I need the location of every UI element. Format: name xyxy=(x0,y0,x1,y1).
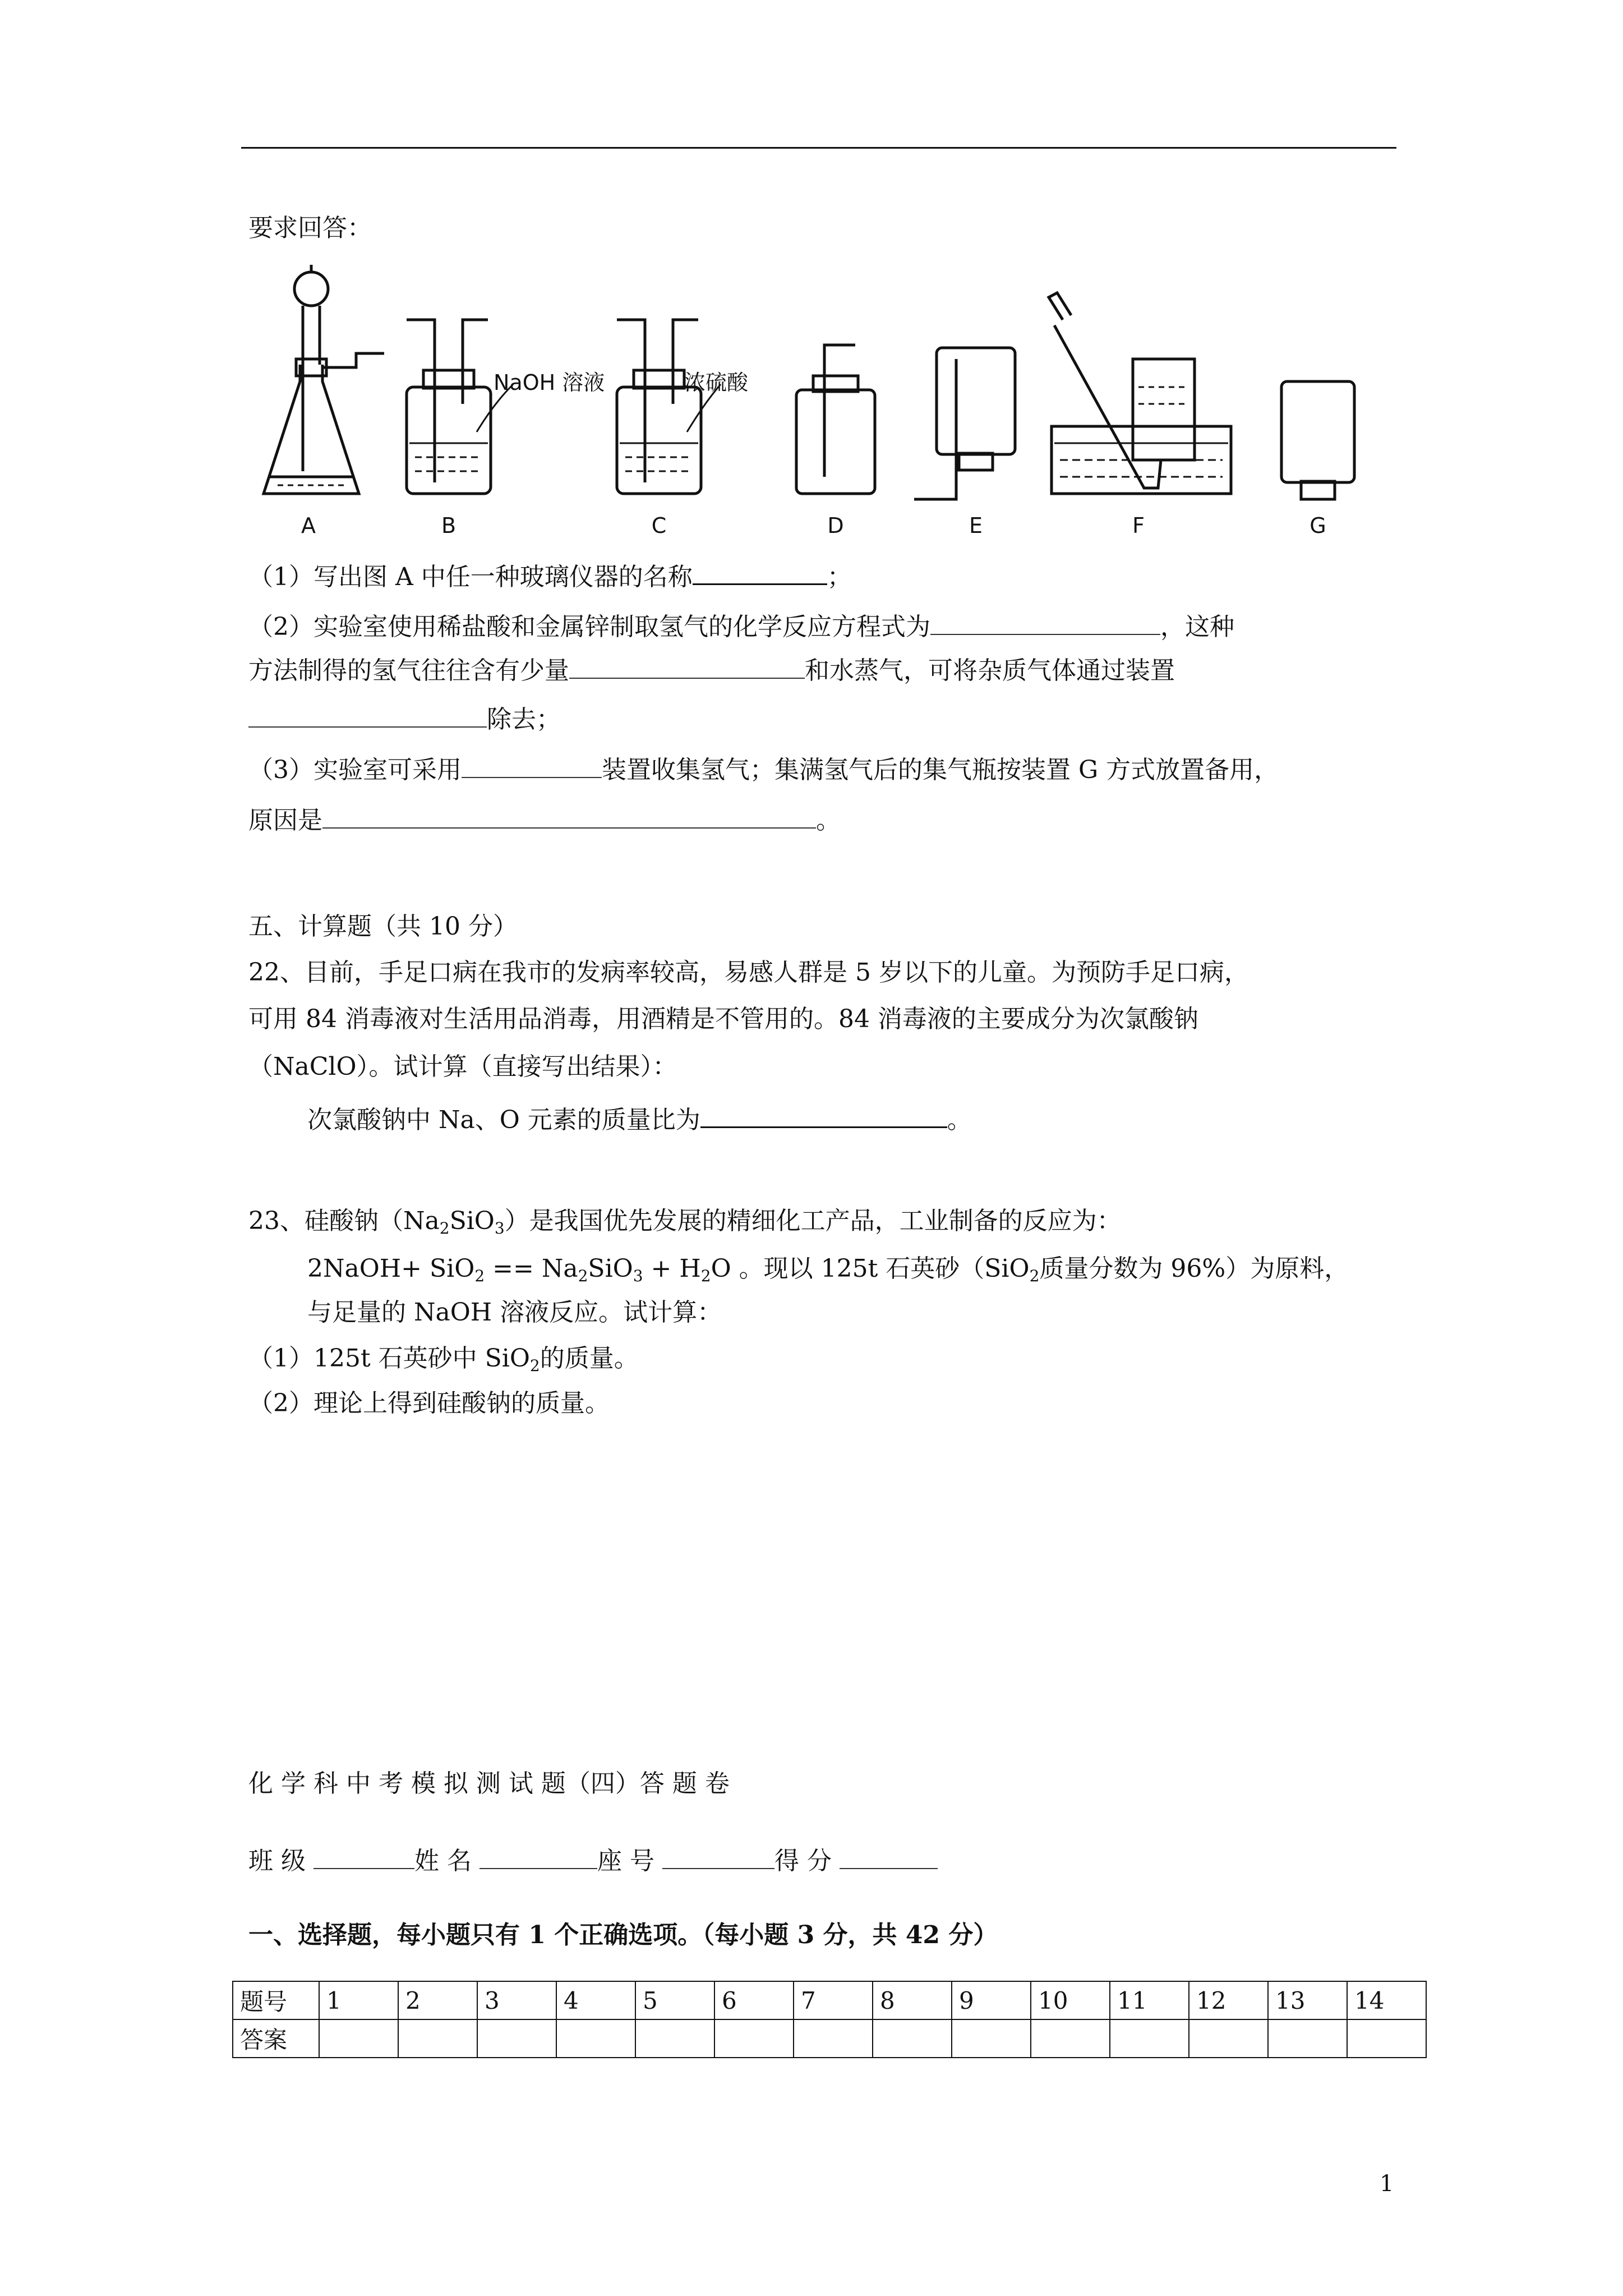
apparatus-d xyxy=(796,345,875,494)
name-field[interactable] xyxy=(479,1846,597,1869)
question-number: 2 xyxy=(398,1981,477,2019)
q22-question-text: 次氯酸钠中 Na、O 元素的质量比为 xyxy=(307,1106,700,1134)
question-number: 6 xyxy=(714,1981,794,2019)
q21-p2-blank-equation[interactable] xyxy=(930,611,1160,635)
question-number: 10 xyxy=(1031,1981,1110,2019)
q21-p2-suffix: ，这种 xyxy=(1160,613,1234,641)
section1-title: 一、选择题，每小题只有 1 个正确选项。（每小题 3 分，共 42 分） xyxy=(248,1921,998,1949)
question-number: 1 xyxy=(319,1981,398,2019)
question-number-row xyxy=(233,1981,1426,2019)
score-field[interactable] xyxy=(840,1846,938,1869)
q21-p3-suffix: 装置收集氢气；集满氢气后的集气瓶按装置 G 方式放置备用， xyxy=(602,756,1279,784)
q21-p3-line2-text: 原因是 xyxy=(248,806,322,835)
answer-cell[interactable] xyxy=(1189,2019,1268,2058)
q21-part3-line2 xyxy=(248,805,841,833)
seat-label: 座 号 xyxy=(597,1847,654,1875)
apparatus-a xyxy=(264,265,384,494)
question-number: 7 xyxy=(794,1981,873,2019)
q21-p2-line3-suffix: 除去； xyxy=(487,705,561,734)
fig-label-a: A xyxy=(301,513,316,538)
q23-line2-equation: 2NaOH+ $SiO_2 == Na_2SiO_3 + H_2O$ 。现以 125t 石英砂（SiO$_2$质量分数为 96%）为原料， xyxy=(307,1254,1349,1285)
answer-cell[interactable] xyxy=(319,2019,398,2058)
q21-p2-text: （2）实验室使用稀盐酸和金属锌制取氢气的化学反应方程式为 xyxy=(248,613,930,641)
q23-part1: （1）125t 石英砂中 SiO$_2$的质量。 xyxy=(248,1344,639,1375)
q22-line2: 可用 84 消毒液对生活用品消毒，用酒精是不管用的。84 消毒液的主要成分为次氯酸钠 xyxy=(248,1005,1198,1033)
question-number: 9 xyxy=(952,1981,1031,2019)
fig-label-b: B xyxy=(441,513,457,538)
answer-cell[interactable] xyxy=(1110,2019,1189,2058)
q21-p3-blank-reason[interactable] xyxy=(322,805,816,829)
apparatus-figure xyxy=(247,264,1357,544)
question-number: 11 xyxy=(1110,1981,1189,2019)
fig-label-g: G xyxy=(1310,513,1326,538)
answer-cell[interactable] xyxy=(556,2019,635,2058)
intro-text: 要求回答： xyxy=(248,214,372,242)
answer-cell[interactable] xyxy=(398,2019,477,2058)
answer-table xyxy=(232,1981,1427,2058)
answer-cell[interactable] xyxy=(873,2019,952,2058)
sulfuric-acid-label: 浓硫酸 xyxy=(684,370,749,395)
answer-cell[interactable] xyxy=(714,2019,794,2058)
answer-sheet-title: 化 学 科 中 考 模 拟 测 试 题（四）答 题 卷 xyxy=(248,1769,730,1798)
q23-line3: 与足量的 NaOH 溶液反应。试计算： xyxy=(307,1298,722,1327)
apparatus-b xyxy=(407,320,513,494)
answer-cell[interactable] xyxy=(1268,2019,1347,2058)
name-label: 姓 名 xyxy=(414,1847,472,1875)
answer-cell[interactable] xyxy=(477,2019,556,2058)
header-rule xyxy=(241,147,1396,149)
q21-p3-line2-suffix: 。 xyxy=(816,806,841,835)
q22-line4 xyxy=(307,1104,972,1133)
q21-p2-blank-device[interactable] xyxy=(248,704,487,728)
q23-part2: （2）理论上得到硅酸钠的质量。 xyxy=(248,1389,610,1418)
question-number: 5 xyxy=(635,1981,714,2019)
answer-cell[interactable] xyxy=(635,2019,714,2058)
question-number: 4 xyxy=(556,1981,635,2019)
q21-p2-line2-suffix: 和水蒸气，可将杂质气体通过装置 xyxy=(805,656,1175,685)
answer-cell[interactable] xyxy=(1031,2019,1110,2058)
q22-line1: 22、目前，手足口病在我市的发病率较高，易感人群是 5 岁以下的儿童。为预防手足口病， xyxy=(248,958,1249,987)
q21-p1-blank[interactable] xyxy=(693,561,827,585)
apparatus-f xyxy=(1049,293,1231,494)
page-number: 1 xyxy=(1380,2171,1394,2197)
q21-p2-line2-text: 方法制得的氢气往往含有少量 xyxy=(248,656,569,685)
seat-field[interactable] xyxy=(662,1846,774,1869)
q21-part3-line1 xyxy=(248,754,1279,783)
q21-p2-blank-impurity[interactable] xyxy=(569,655,805,679)
class-field[interactable] xyxy=(313,1846,414,1869)
answer-row xyxy=(233,2019,1426,2058)
q21-p1-text: （1）写出图 A 中任一种玻璃仪器的名称 xyxy=(248,563,693,591)
fig-label-d: D xyxy=(827,513,844,538)
apparatus-e xyxy=(914,348,1015,499)
q21-part2-line1 xyxy=(248,611,1234,639)
question-number: 8 xyxy=(873,1981,952,2019)
answer-cell[interactable] xyxy=(1347,2019,1426,2058)
section5-title: 五、计算题（共 10 分） xyxy=(248,912,518,941)
question-number: 3 xyxy=(477,1981,556,2019)
apparatus-g xyxy=(1281,381,1354,499)
q21-part1 xyxy=(248,561,852,590)
apparatus-c xyxy=(617,320,721,494)
q22-suffix: 。 xyxy=(947,1106,972,1134)
answer-cell[interactable] xyxy=(952,2019,1031,2058)
fig-label-c: C xyxy=(651,513,667,538)
q21-p3-blank-collect[interactable] xyxy=(462,754,602,778)
row-label-number: 题号 xyxy=(233,1981,319,2019)
student-info-row xyxy=(248,1846,938,1874)
row-label-answer: 答案 xyxy=(233,2019,319,2058)
question-number: 12 xyxy=(1189,1981,1268,2019)
fig-label-f: F xyxy=(1132,513,1145,538)
q21-p1-suffix: ； xyxy=(827,563,852,591)
fig-label-e: E xyxy=(969,513,983,538)
score-label: 得 分 xyxy=(774,1847,832,1875)
answer-cell[interactable] xyxy=(794,2019,873,2058)
question-number: 14 xyxy=(1347,1981,1426,2019)
class-label: 班 级 xyxy=(248,1847,306,1875)
q22-line3: （NaClO）。试计算（直接写出结果）： xyxy=(248,1052,677,1081)
q21-p3-text: （3）实验室可采用 xyxy=(248,756,462,784)
question-number: 13 xyxy=(1268,1981,1347,2019)
q21-part2-line2 xyxy=(248,655,1175,683)
q21-part2-line3 xyxy=(248,704,561,732)
q23-line1: 23、硅酸钠$(Na_2SiO_3)$是我国优先发展的精细化工产品，工业制备的反应为： xyxy=(248,1207,1122,1237)
naoh-solution-label: NaOH 溶液 xyxy=(494,370,605,395)
q22-answer-blank[interactable] xyxy=(700,1104,947,1128)
